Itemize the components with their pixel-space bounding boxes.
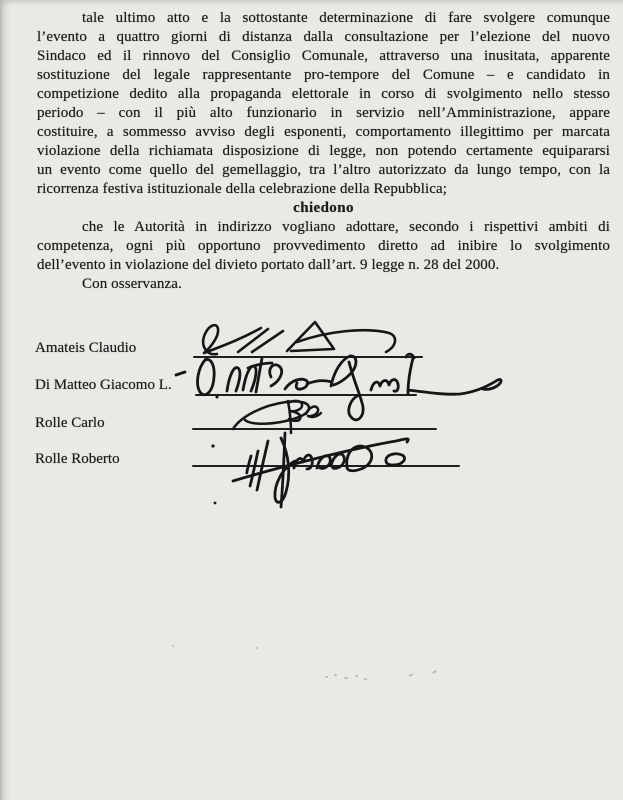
- paragraph1-line: tale ultimo atto e la sottostante determinazione di fare svolgere comunque: [82, 10, 610, 26]
- scan-speck: [432, 670, 437, 675]
- paragraph1-line: un evento come quello del gemellaggio, tra l’altro autorizzato da lungo tempo, con la: [37, 162, 610, 178]
- signature-di-matteo-giacomo: [176, 354, 501, 420]
- paragraph1-line: competizione dedito alla propaganda elettorale in corso di svolgimento nello stesso: [37, 86, 610, 102]
- paragraph1-line: costituire, a sommesso avviso degli esponenti, comportamento illegittimo per marcata: [37, 124, 610, 140]
- signer-name-rolle-roberto: Rolle Roberto: [35, 451, 120, 467]
- paragraph1-line: l’evento a quattro giorni di distanza dalla consultazione per l’elezione del nuovo: [37, 29, 610, 45]
- heading-chiedono: chiedono: [293, 200, 354, 216]
- signature-rolle-carlo: [233, 401, 321, 433]
- scan-speck: [408, 673, 414, 677]
- paragraph1-line: sostituzione del legale rappresentante pro-tempore del Comune – e candidato in: [37, 67, 610, 83]
- paragraph1-line: violazione della richiamata disposizione di legge, non potendo certamente equipararsi: [37, 143, 610, 159]
- document-body-text: [37, 9, 610, 294]
- paragraph1-line: Sindaco ed il rinnovo del Consiglio Comunale, attraverso una inusitata, apparente: [37, 48, 610, 64]
- signer-name-di-matteo-giacomo: Di Matteo Giacomo L.: [35, 377, 172, 393]
- paragraph2-line: competenza, ogni più opportuno provvedimento diretto ad inibire lo svolgimento: [37, 238, 610, 254]
- signer-name-rolle-carlo: Rolle Carlo: [35, 415, 105, 431]
- scan-speck: [325, 676, 328, 678]
- paragraph1-line: periodo – con il più alto funzionario in servizio nell’Amministrazione, appare: [37, 105, 610, 121]
- scan-edge-shadow-left: [0, 0, 10, 800]
- scan-speck: [355, 675, 358, 677]
- scan-speck: [344, 677, 348, 679]
- scan-speck: [256, 647, 258, 649]
- paragraph2-line: dell’evento in violazione del divieto portato dall’art. 9 legge n. 28 del 2000.: [37, 257, 500, 273]
- handwritten-signatures: [170, 315, 520, 520]
- scan-speck: [172, 645, 174, 647]
- signer-name-amateis-claudio: Amateis Claudio: [35, 340, 137, 356]
- scan-speck: [364, 678, 367, 680]
- signature-rolle-roberto: [211, 433, 408, 507]
- scan-speck: [334, 674, 337, 676]
- closing-formula: Con osservanza.: [82, 276, 182, 292]
- paragraph2-line: che le Autorità in indirizzo vogliano adottare, secondo i rispettivi ambiti di: [82, 219, 610, 235]
- signature-amateis-claudio: [203, 322, 395, 354]
- paragraph1-line: ricorrenza festiva istituzionale della celebrazione della Repubblica;: [37, 181, 448, 197]
- scan-edge-shadow-top: [0, 0, 623, 6]
